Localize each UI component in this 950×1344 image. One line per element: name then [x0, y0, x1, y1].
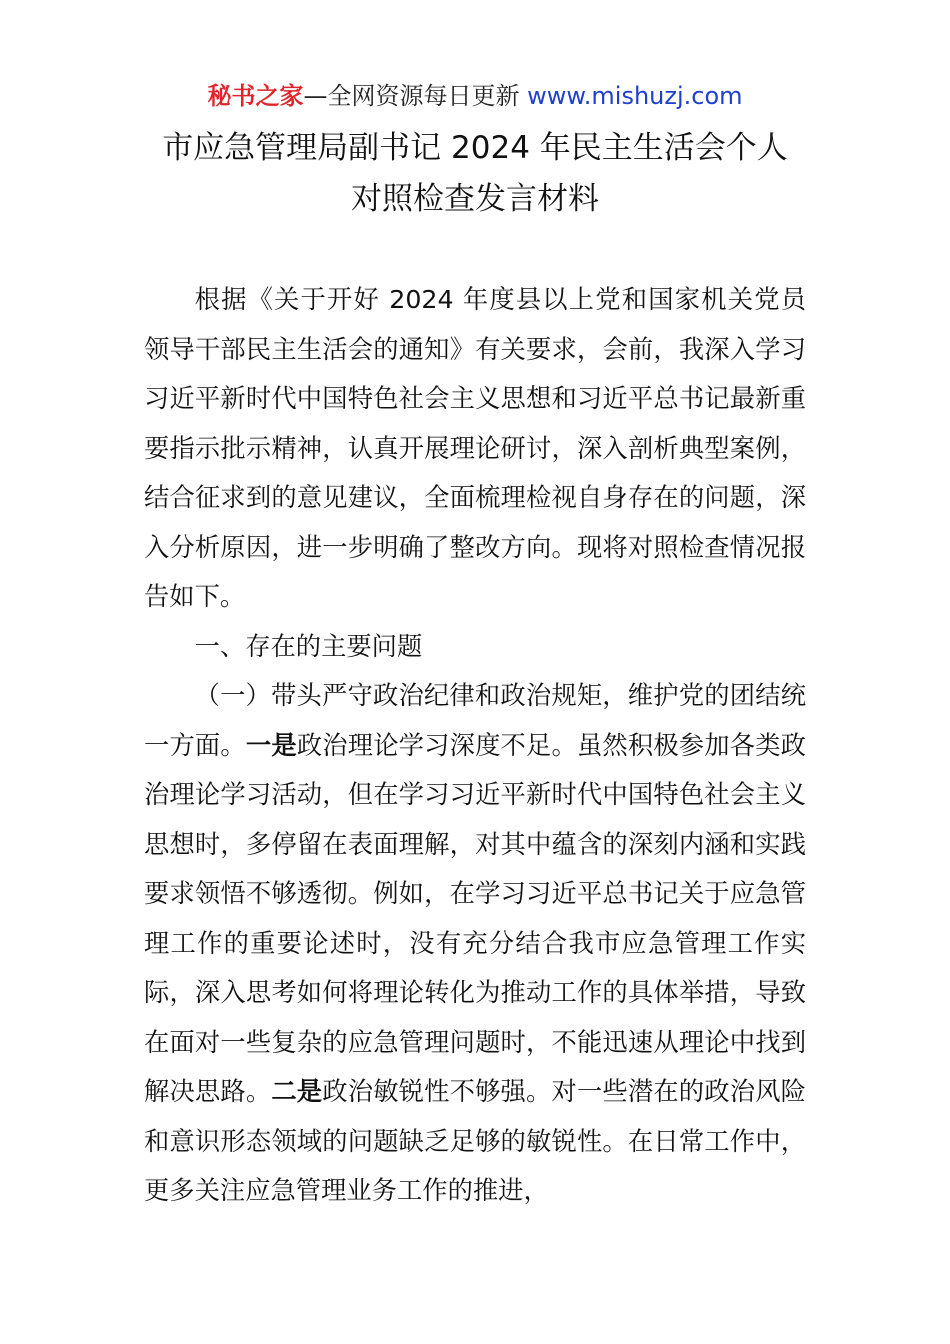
intro-paragraph: 根据《关于开好 2024 年度县以上党和国家机关党员领导干部民主生活会的通知》有关要求，会前，我深入学习习近平新时代中国特色社会主义思想和习近平总书记最新重要指示批示精神，认真开展理论研讨，深入剖析典型案例，结合征求到的意见建议，全面梳理检视自身存在的问题，深入分析原因，进一步明确了整改方向。现将对照检查情况报告如下。	[144, 285, 806, 611]
point-label-1: 一是	[245, 730, 297, 760]
point-label-2: 二是	[271, 1077, 323, 1106]
document-title-line-2: 对照检查发言材料	[351, 181, 599, 217]
issue-intro: （一）带头严守政治纪律和政治规矩，维护党的团结统一方面。	[144, 681, 806, 760]
header-tagline: —全网资源每日更新	[303, 82, 528, 110]
site-header	[0, 80, 950, 112]
brand-name: 秘书之家	[207, 82, 304, 110]
point-text-1: 政治理论学习深度不足。虽然积极参加各类政治理论学习活动，但在学习习近平新时代中国特色社会主义思想时，多停留在表面理解，对其中蕴含的深刻内涵和实践要求领悟不够透彻。例如，在学习习近平总书记关于应急管理工作的重要论述时，没有充分结合我市应急管理工作实际，深入思考如何将理论转化为推动工作的具体举措，导致在面对一些复杂的应急管理问题时，不能迅速从理论中找到解决思路。	[144, 730, 806, 1106]
point-text-2: 政治敏锐性不够强。对一些潜在的政治风险和意识形态领域的问题缺乏足够的敏锐性。在日常工作中，更多关注应急管理业务工作的推进，	[144, 1077, 806, 1205]
document-title-line-1: 市应急管理局副书记 2024 年民主生活会个人	[162, 130, 788, 166]
issue-paragraph-1	[144, 671, 806, 1216]
document-body	[144, 275, 806, 1216]
section-heading-1: 一、存在的主要问题	[194, 631, 423, 661]
site-url[interactable]: www.mishuzj.com	[527, 82, 743, 110]
